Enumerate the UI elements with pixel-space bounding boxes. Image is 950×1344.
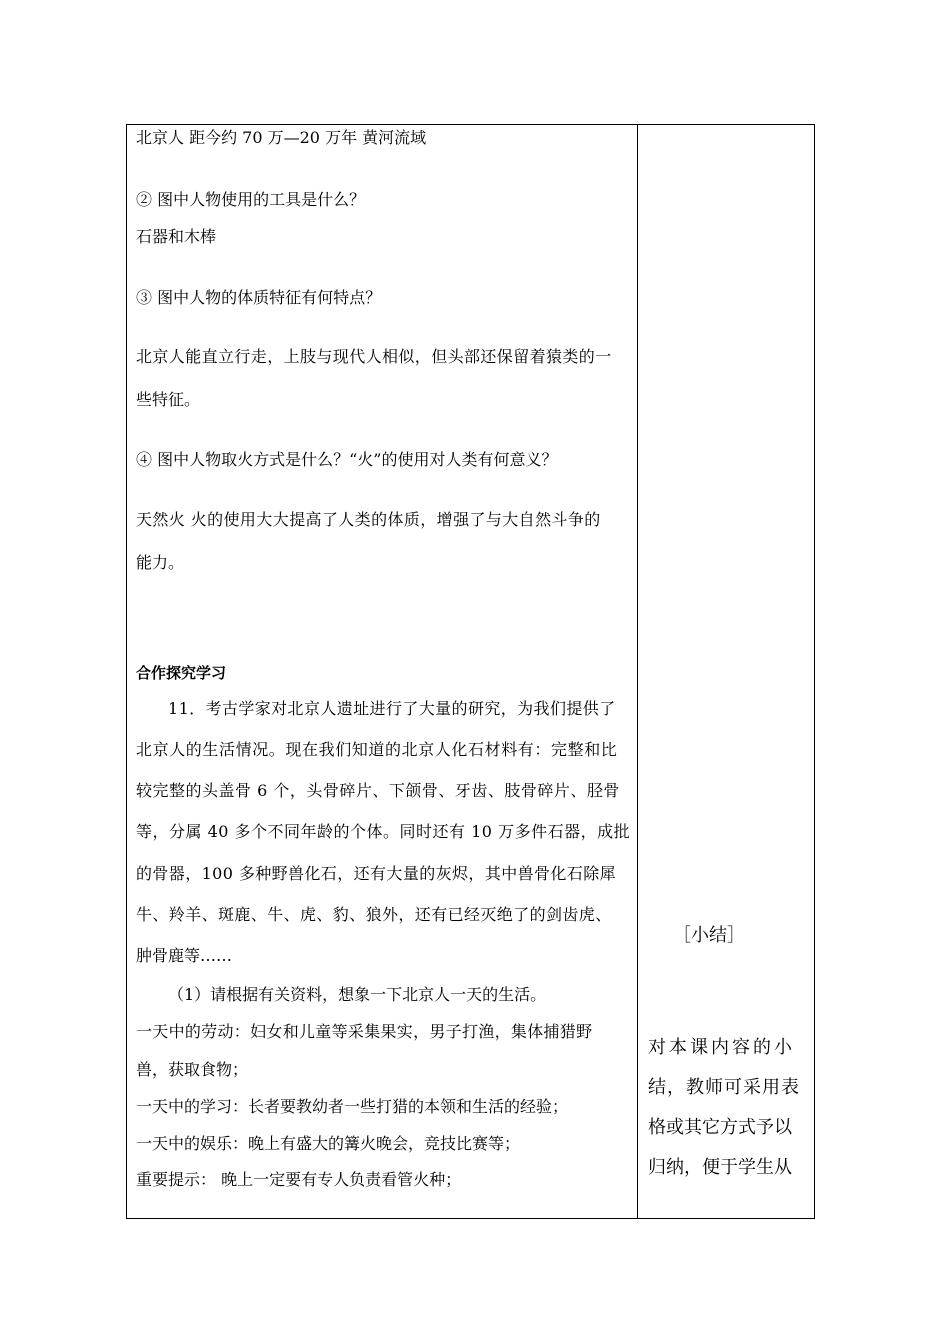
labor-line-2: 兽，获取食物； — [136, 1060, 249, 1079]
paragraph-11-line: 肿骨鹿等…… — [136, 946, 233, 965]
answer-2: 石器和木棒 — [136, 227, 217, 246]
summary-line: 归纳，便于学生从 — [648, 1157, 792, 1178]
paragraph-11-line: 牛、羚羊、斑鹿、牛、虎、豹、狼外，还有已经灭绝了的剑齿虎、 — [136, 905, 612, 924]
answer-3-line-2: 些特征。 — [136, 390, 201, 409]
paragraph-11-line: 较完整的头盖骨 6 个，头骨碎片、下颌骨、牙齿、肢骨碎片、胫骨 — [136, 781, 620, 800]
era-line: 北京人 距今约 70 万—20 万年 黄河流域 — [136, 128, 427, 147]
paragraph-11-line: 等，分属 40 多个不同年龄的个体。同时还有 10 万多件石器，成批 — [136, 822, 631, 841]
labor-line-1: 一天中的劳动：妇女和儿童等采集果实，男子打渔，集体捕猎野 — [136, 1022, 593, 1041]
answer-4-line-1: 天然火 火的使用大大提高了人类的体质，增强了与大自然斗争的 — [136, 510, 601, 529]
paragraph-11-line: 的骨器，100 多种野兽化石，还有大量的灰烬，其中兽骨化石除犀 — [136, 864, 617, 883]
question-3: ③ 图中人物的体质特征有何特点？ — [136, 288, 382, 307]
paragraph-11-line: 北京人的生活情况。现在我们知道的北京人化石材料有：完整和比 — [136, 740, 618, 759]
task-1: （1）请根据有关资料，想象一下北京人一天的生活。 — [168, 985, 547, 1004]
section-title: 合作探究学习 — [136, 664, 227, 682]
question-2: ② 图中人物使用的工具是什么？ — [136, 190, 366, 209]
summary-line: 结，教师可采用表 — [648, 1077, 800, 1098]
column-divider — [637, 124, 638, 1219]
summary-line: 对本课内容的小 — [648, 1037, 795, 1058]
tip-line: 重要提示： 晚上一定要有专人负责看管火种； — [136, 1170, 462, 1189]
answer-4-line-2: 能力。 — [136, 553, 185, 572]
answer-3-line-1: 北京人能直立行走，上肢与现代人相似，但头部还保留着猿类的一 — [136, 347, 612, 366]
question-4: ④ 图中人物取火方式是什么？“火”的使用对人类有何意义？ — [136, 450, 558, 469]
entertainment-line: 一天中的娱乐：晚上有盛大的篝火晚会，竞技比赛等； — [136, 1134, 521, 1153]
paragraph-11-line: 11．考古学家对北京人遗址进行了大量的研究，为我们提供了 — [168, 699, 616, 718]
summary-heading: ［小结］ — [673, 925, 745, 946]
summary-line: 格或其它方式予以 — [648, 1117, 792, 1138]
study-line: 一天中的学习：长者要教幼者一些打猎的本领和生活的经验； — [136, 1097, 569, 1116]
